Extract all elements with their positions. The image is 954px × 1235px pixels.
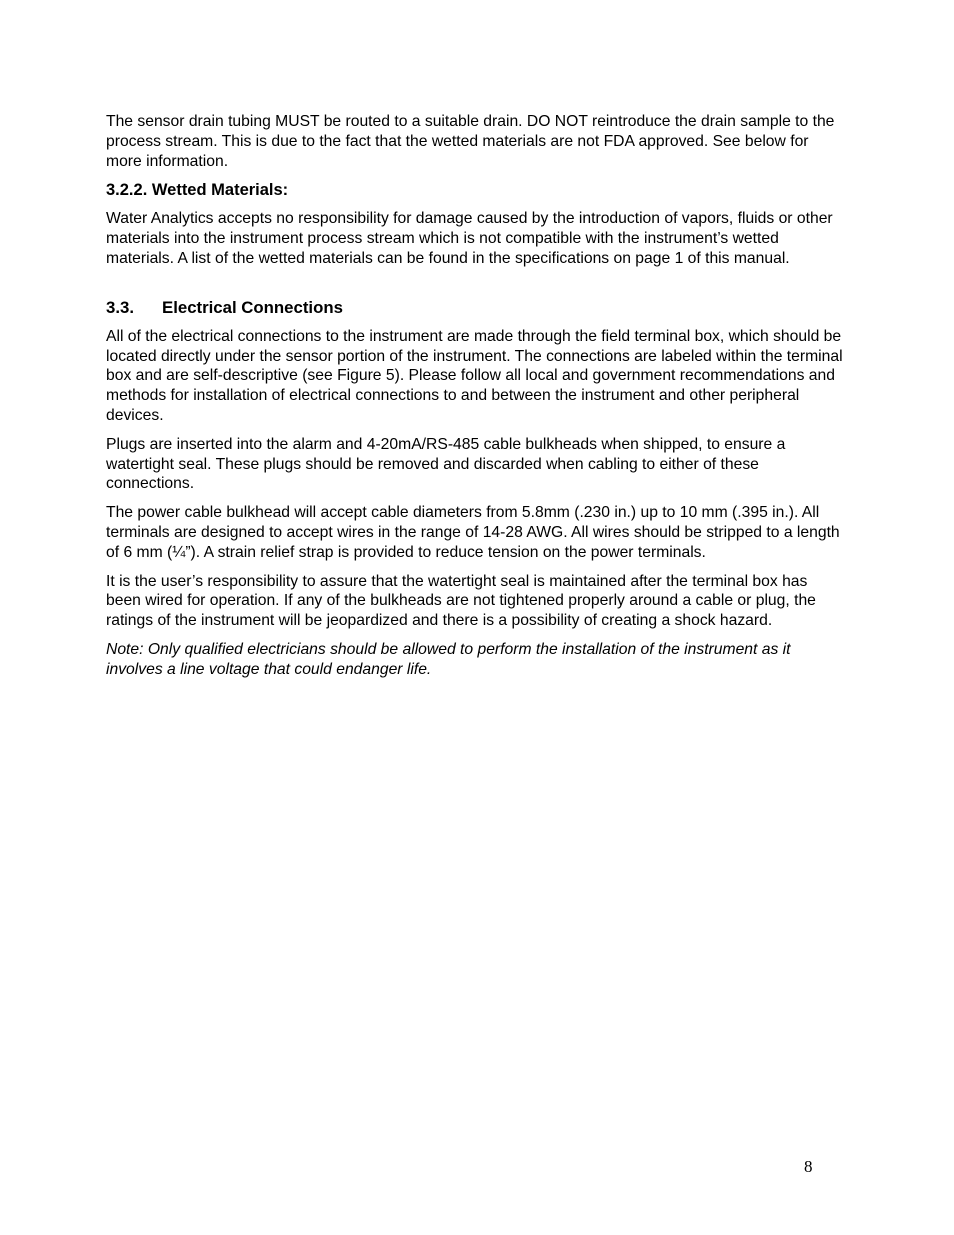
electrical-paragraph: Plugs are inserted into the alarm and 4-20mA/RS-485 cable bulkheads when shipped, to ensure a watertight seal. These plugs should be removed and discarded when cabling to either of these connections. (106, 435, 786, 493)
wetted-materials-paragraph: Water Analytics accepts no responsibility for damage caused by the introduction of vapors, fluids or other materials into the instrument process stream which is not compatible with the instrument’s wetted materials. A list of the wetted materials can be found in the specifications on page 1 of this manual. (106, 210, 833, 267)
section-heading-wetted-materials: 3.2.2. Wetted Materials: (106, 181, 289, 200)
page-number: 8 (804, 1157, 813, 1176)
page-body (106, 112, 846, 680)
electrical-paragraph: It is the user’s responsibility to assure that the watertight seal is maintained after the terminal box has been wired for operation. If any of the bulkheads are not tightened properly around a cable or plug, the ratings of the instrument will be jeopardized and there is a possibility of creating a shock hazard. (106, 572, 816, 630)
section-title: Electrical Connections (162, 297, 343, 317)
electrical-paragraph: The power cable bulkhead will accept cable diameters from 5.8mm (.230 in.) up to 10 mm (.395 in.). All terminals are designed to accept wires in the range of 14-28 AWG. All wires should be stripped to a length of 6 mm (¼”). A strain relief strap is provided to reduce tension on the power terminals. (106, 504, 840, 561)
intro-paragraph: The sensor drain tubing MUST be routed to a suitable drain. DO NOT reintroduce the drain sample to the process stream. This is due to the fact that the wetted materials are not FDA approved. See below for more information. (106, 113, 835, 170)
electrical-paragraph: All of the electrical connections to the instrument are made through the field terminal box, which should be located directly under the sensor portion of the instrument. The connections are labeled within the terminal box and are self-descriptive (see Figure 5). Please follow all local and government recommendations and methods for installation of electrical connections to and between the instrument and other peripheral devices. (106, 327, 843, 424)
section-number: 3.3. (106, 297, 134, 317)
section-heading-electrical-connections (106, 298, 846, 318)
safety-note: Note: Only qualified electricians should be allowed to perform the installation of the instrument as it involves a line voltage that could endanger life. (106, 640, 791, 678)
